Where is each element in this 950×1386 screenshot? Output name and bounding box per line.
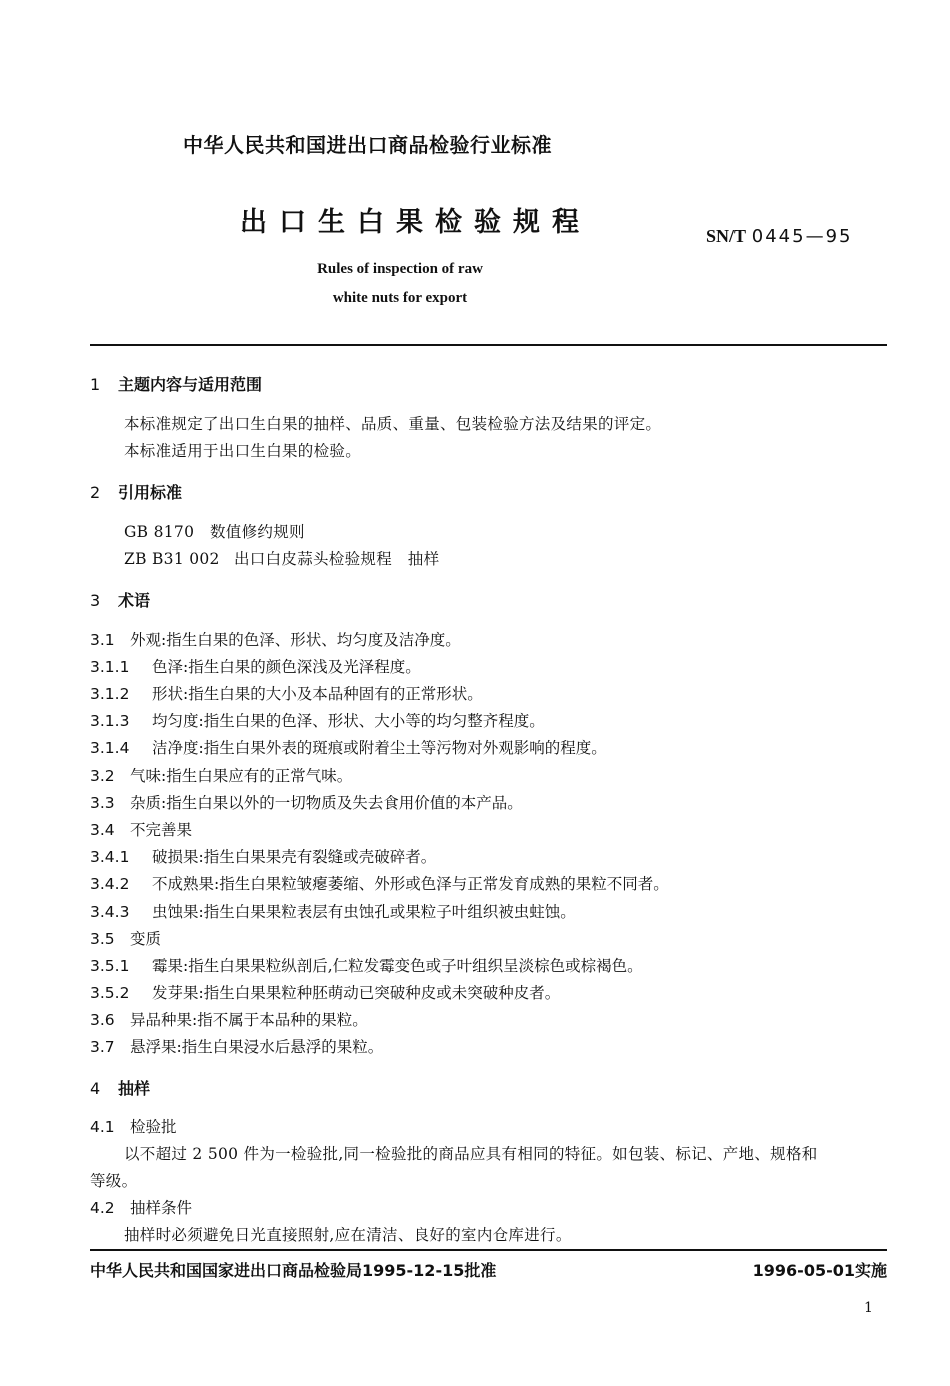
header-divider xyxy=(90,344,887,346)
term-item xyxy=(90,736,607,758)
term-number: 3.1 xyxy=(90,631,115,649)
term-item xyxy=(90,709,545,731)
approval-line: 中华人民共和国国家进出口商品检验局1995-12-15批准 xyxy=(90,1261,497,1280)
subsection-number: 4.2 xyxy=(90,1199,115,1217)
term-text: 杂质:指生白果以外的一切物质及失去食用价值的本产品。 xyxy=(130,794,523,812)
section-title: 主题内容与适用范围 xyxy=(118,375,263,394)
subsection-4-2-heading xyxy=(90,1196,192,1218)
footer-divider xyxy=(90,1249,887,1251)
term-number: 3.5.2 xyxy=(90,984,130,1002)
standard-number: 0445—95 xyxy=(751,226,853,247)
term-text: 色泽:指生白果的颜色深浅及光泽程度。 xyxy=(152,658,421,676)
section-1-paragraph-1: 本标准规定了出口生白果的抽样、品质、重量、包装检验方法及结果的评定。 xyxy=(124,415,662,433)
reference-code: ZB B31 002 xyxy=(124,550,220,568)
term-text: 悬浮果:指生白果浸水后悬浮的果粒。 xyxy=(130,1038,384,1056)
term-text: 异品种果:指不属于本品种的果粒。 xyxy=(130,1011,368,1029)
english-title xyxy=(250,255,550,313)
term-number: 3.1.4 xyxy=(90,739,130,757)
term-text: 均匀度:指生白果的色泽、形状、大小等的均匀整齐程度。 xyxy=(152,712,545,730)
term-item xyxy=(90,818,192,840)
page-number: 1 xyxy=(864,1300,873,1316)
document-title: 出口生白果检验规程 xyxy=(240,207,591,238)
subsection-title: 检验批 xyxy=(130,1118,177,1136)
section-number: 4 xyxy=(90,1079,101,1098)
subsection-4-1-text-line2: 等级。 xyxy=(90,1172,138,1190)
section-3-heading xyxy=(90,588,150,611)
english-title-line1: Rules of inspection of raw xyxy=(317,261,483,277)
section-4-heading xyxy=(90,1076,150,1099)
subsection-4-1-text-line1: 以不超过 2 500 件为一检验批,同一检验批的商品应具有相同的特征。如包装、标记、产地、规格和 xyxy=(124,1145,818,1163)
term-text: 霉果:指生白果果粒纵剖后,仁粒发霉变色或子叶组织呈淡棕色或棕褐色。 xyxy=(152,957,643,975)
term-text: 气味:指生白果应有的正常气味。 xyxy=(130,767,353,785)
term-number: 3.2 xyxy=(90,767,115,785)
subsection-title: 抽样条件 xyxy=(130,1199,193,1217)
term-number: 3.4.3 xyxy=(90,903,130,921)
term-text: 发芽果:指生白果果粒种胚萌动已突破种皮或未突破种皮者。 xyxy=(152,984,561,1002)
implementation-date: 1996-05-01实施 xyxy=(752,1261,887,1280)
term-item xyxy=(90,845,436,867)
term-item xyxy=(90,655,421,677)
subsection-4-1-heading xyxy=(90,1115,177,1137)
term-item xyxy=(90,682,483,704)
section-number: 1 xyxy=(90,375,101,394)
term-item xyxy=(90,927,161,949)
term-item xyxy=(90,791,523,813)
term-text: 破损果:指生白果果壳有裂缝或壳破碎者。 xyxy=(152,848,437,866)
term-text: 不完善果 xyxy=(130,821,193,839)
term-text: 虫蚀果:指生白果果粒表层有虫蚀孔或果粒子叶组织被虫蛀蚀。 xyxy=(152,903,576,921)
english-title-line2: white nuts for export xyxy=(332,290,468,306)
term-number: 3.5.1 xyxy=(90,957,130,975)
term-number: 3.4.2 xyxy=(90,875,130,893)
section-1-heading xyxy=(90,372,262,395)
term-number: 3.1.2 xyxy=(90,685,130,703)
term-number: 3.1.3 xyxy=(90,712,130,730)
term-text: 不成熟果:指生白果粒皱瘪萎缩、外形或色泽与正常发育成熟的果粒不同者。 xyxy=(152,875,669,893)
term-number: 3.1.1 xyxy=(90,658,130,676)
section-title: 术语 xyxy=(118,591,151,610)
term-item xyxy=(90,954,643,976)
section-title: 抽样 xyxy=(118,1079,151,1098)
subsection-number: 4.1 xyxy=(90,1118,115,1136)
standard-prefix: SN/T xyxy=(706,226,747,246)
term-text: 外观:指生白果的色泽、形状、均匀度及洁净度。 xyxy=(130,631,461,649)
term-item xyxy=(90,764,352,786)
term-number: 3.4 xyxy=(90,821,115,839)
term-number: 3.7 xyxy=(90,1038,115,1056)
reference-title: 数值修约规则 xyxy=(210,523,305,541)
term-number: 3.6 xyxy=(90,1011,115,1029)
term-item xyxy=(90,628,461,650)
reference-title: 出口白皮蒜头检验规程 抽样 xyxy=(234,550,440,568)
term-item xyxy=(90,872,669,894)
term-item xyxy=(90,1008,368,1030)
issuing-authority: 中华人民共和国进出口商品检验行业标准 xyxy=(183,133,552,157)
reference-item xyxy=(124,547,439,569)
standard-code xyxy=(706,226,852,247)
term-text: 形状:指生白果的大小及本品种固有的正常形状。 xyxy=(152,685,483,703)
subsection-4-2-text: 抽样时必须避免日光直接照射,应在清洁、良好的室内仓库进行。 xyxy=(124,1226,572,1244)
section-number: 2 xyxy=(90,483,101,502)
term-item xyxy=(90,1035,383,1057)
term-item xyxy=(90,900,576,922)
section-number: 3 xyxy=(90,591,101,610)
term-text: 洁净度:指生白果外表的斑痕或附着尘土等污物对外观影响的程度。 xyxy=(152,739,607,757)
term-number: 3.4.1 xyxy=(90,848,130,866)
reference-code: GB 8170 xyxy=(124,523,195,541)
section-2-heading xyxy=(90,480,182,503)
term-number: 3.5 xyxy=(90,930,115,948)
section-1-paragraph-2: 本标准适用于出口生白果的检验。 xyxy=(124,442,362,460)
section-title: 引用标准 xyxy=(118,483,183,502)
term-text: 变质 xyxy=(130,930,162,948)
reference-item xyxy=(124,520,305,542)
term-number: 3.3 xyxy=(90,794,115,812)
term-item xyxy=(90,981,560,1003)
